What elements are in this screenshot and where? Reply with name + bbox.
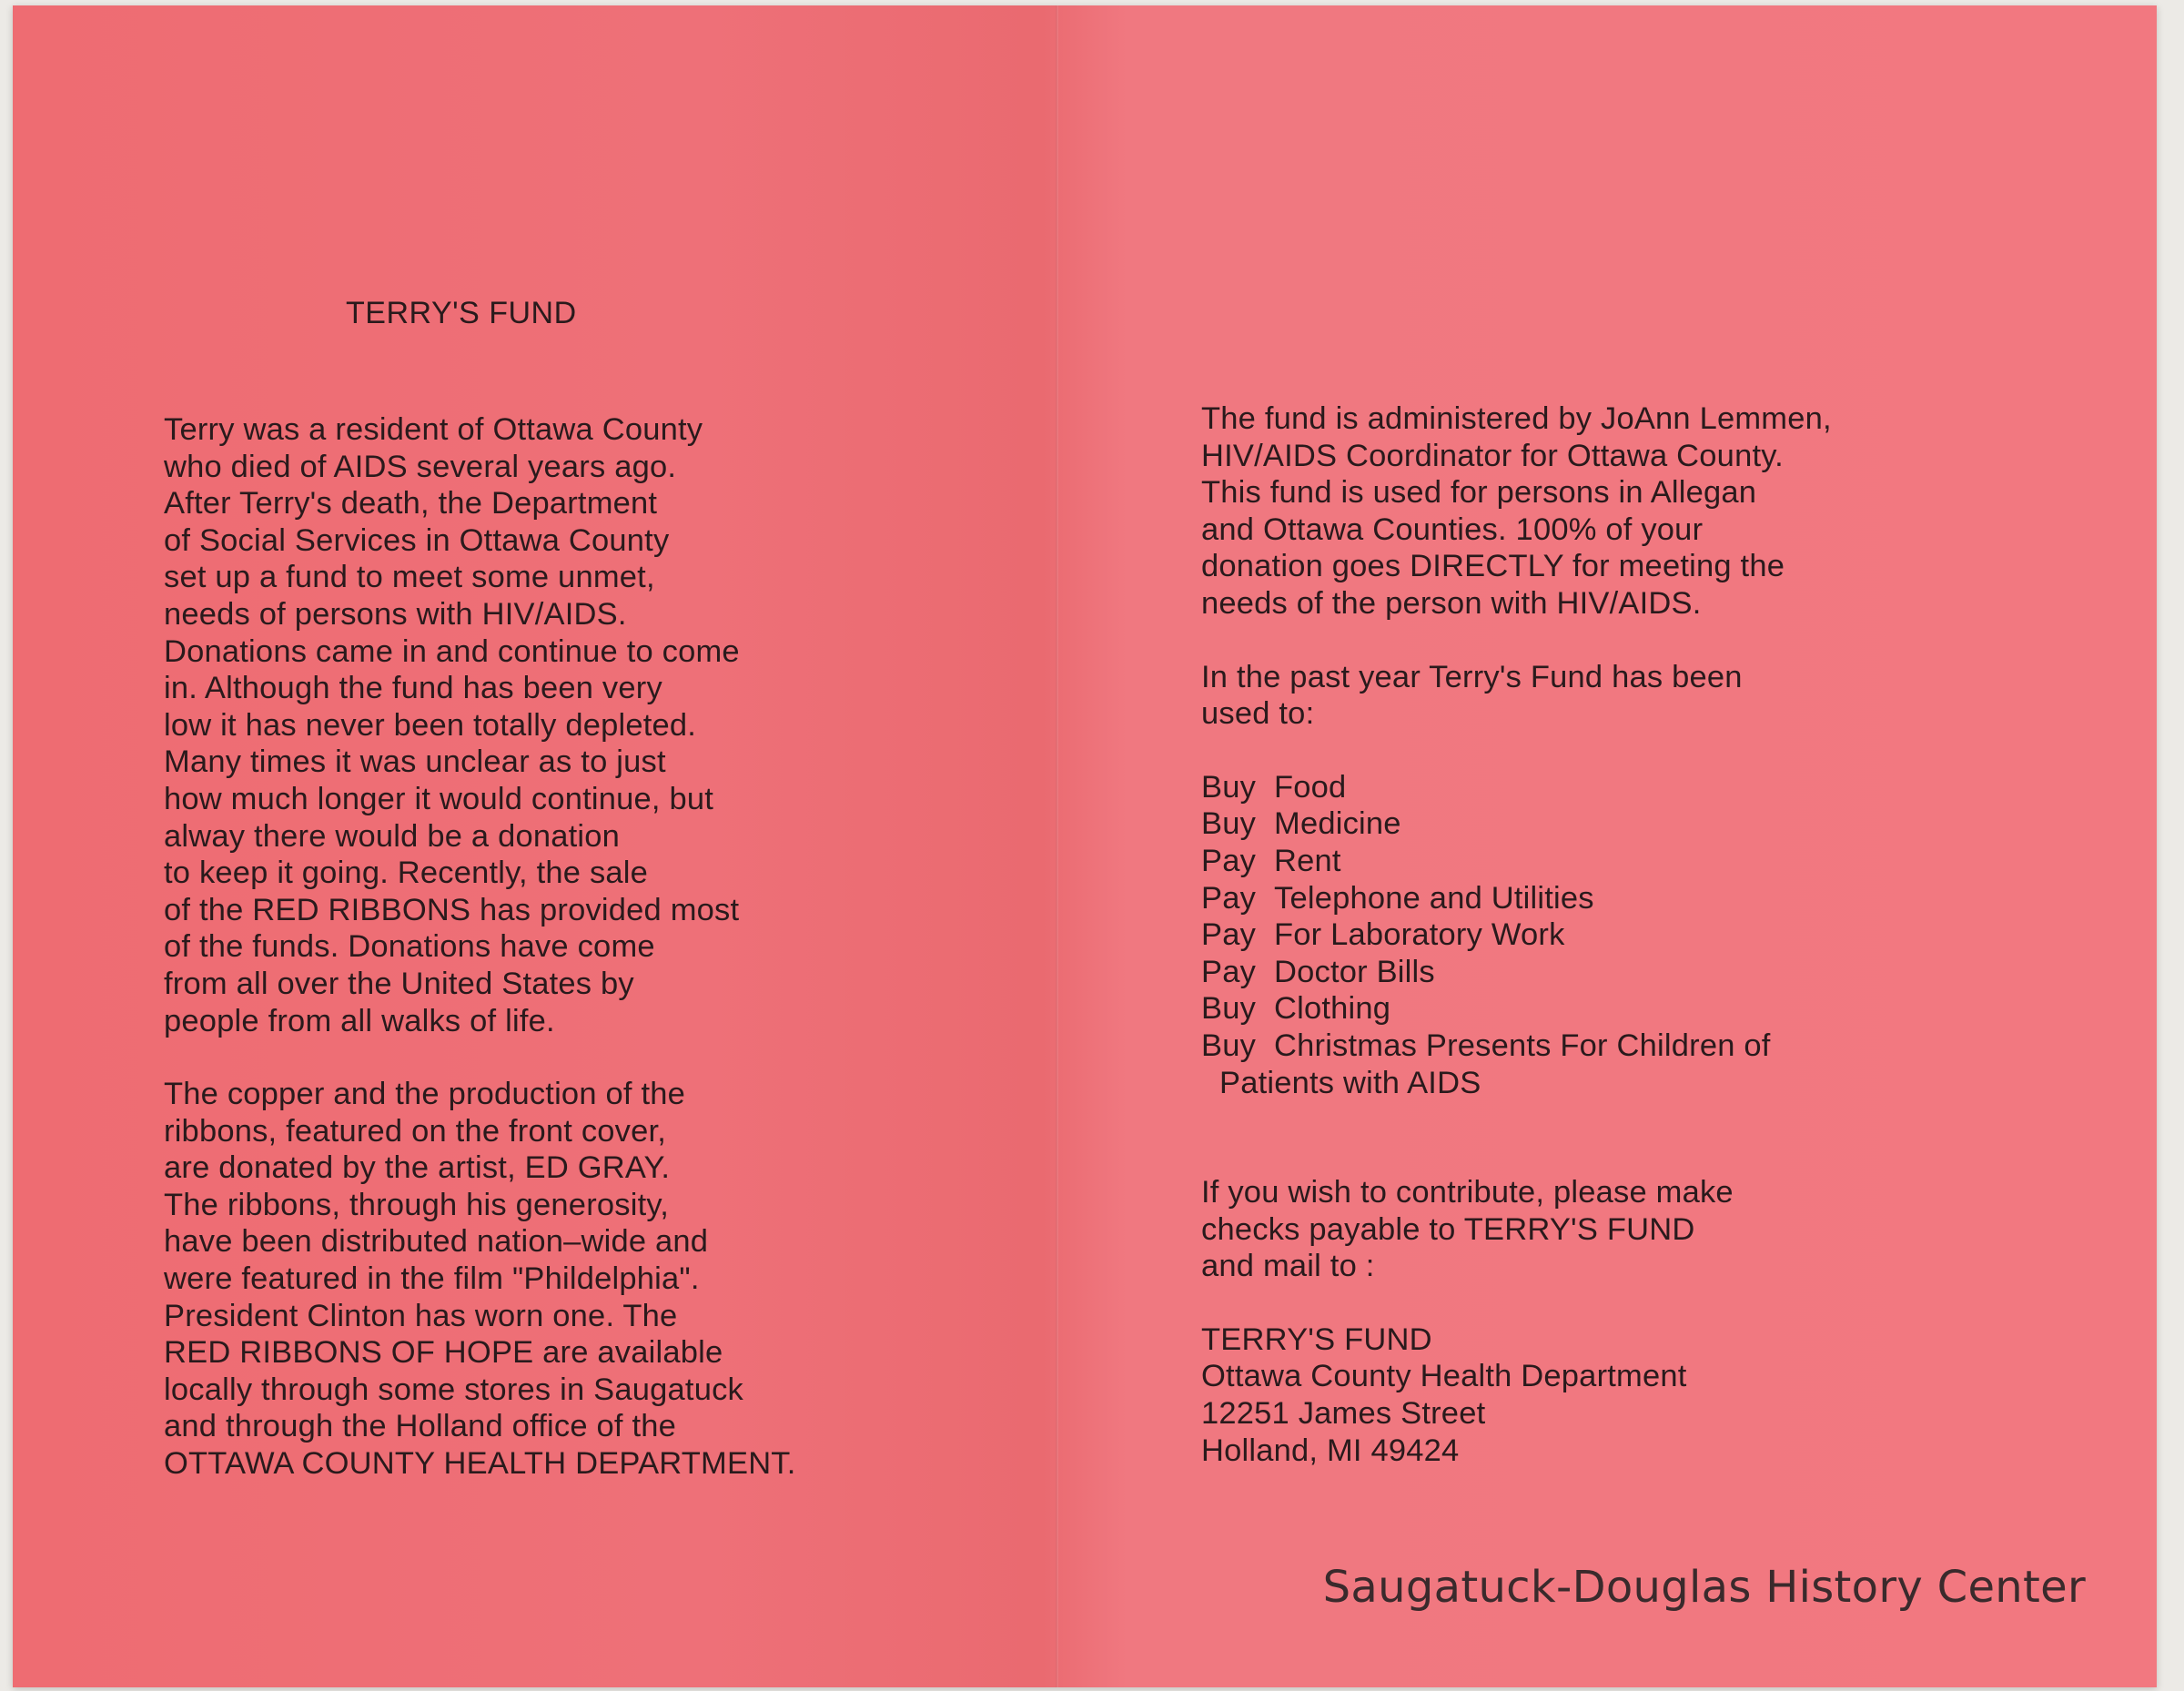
paragraph-history: [164, 411, 892, 1039]
text-line: Many times it was unclear as to just: [164, 744, 666, 780]
list-item: [1201, 769, 2020, 806]
text-line: needs of the person with HIV/AIDS.: [1201, 585, 1702, 621]
contribute-paragraph: [1201, 1174, 2020, 1285]
use-verb: Buy: [1201, 769, 1257, 805]
use-item: Food: [1274, 769, 1347, 805]
text-line: In the past year Terry's Fund has been: [1201, 659, 1743, 694]
text-line: Terry was a resident of Ottawa County: [164, 412, 703, 447]
mailing-address: [1201, 1321, 2020, 1469]
text-line: If you wish to contribute, please make: [1201, 1175, 1734, 1210]
text-line: from all over the United States by: [164, 966, 634, 1001]
use-item: For Laboratory Work: [1274, 917, 1565, 953]
text-line: set up a fund to meet some unmet,: [164, 560, 655, 595]
right-page-text: [1201, 400, 2020, 1469]
watermark: Saugatuck-Douglas History Center: [1322, 1562, 2086, 1613]
address-line: Holland, MI 49424: [1201, 1433, 1460, 1468]
text-line: and through the Holland office of the: [164, 1409, 677, 1444]
text-line: President Clinton has worn one. The: [164, 1298, 678, 1333]
text-line: ribbons, featured on the front cover,: [164, 1113, 667, 1149]
list-item-continuation: Patients with AIDS: [1219, 1065, 1481, 1100]
use-verb: Pay: [1201, 880, 1257, 916]
list-item: [1201, 843, 2020, 880]
text-line: donation goes DIRECTLY for meeting the: [1201, 549, 1785, 584]
address-line: TERRY'S FUND: [1201, 1321, 1432, 1357]
text-line: OTTAWA COUNTY HEALTH DEPARTMENT.: [164, 1446, 796, 1482]
administration-paragraph: [1201, 400, 2020, 623]
text-line: who died of AIDS several years ago.: [164, 449, 677, 484]
address-line: 12251 James Street: [1201, 1396, 1486, 1432]
text-line: and Ottawa Counties. 100% of your: [1201, 511, 1704, 547]
text-line: of the RED RIBBONS has provided most: [164, 892, 740, 927]
use-item: Telephone and Utilities: [1274, 880, 1594, 916]
use-verb: Pay: [1201, 954, 1257, 989]
list-item: [1201, 954, 2020, 991]
text-line: in. Although the fund has been very: [164, 671, 662, 706]
address-line: Ottawa County Health Department: [1201, 1359, 1687, 1394]
text-line: how much longer it would continue, but: [164, 781, 714, 816]
paragraph-ribbons: [164, 1076, 892, 1483]
text-line: needs of persons with HIV/AIDS.: [164, 596, 627, 632]
text-line: to keep it going. Recently, the sale: [164, 856, 649, 891]
use-verb: Buy: [1201, 991, 1257, 1027]
use-item: Rent: [1274, 843, 1341, 878]
text-line: The copper and the production of the: [164, 1077, 686, 1112]
text-line: checks payable to TERRY'S FUND: [1201, 1211, 1695, 1247]
text-line: This fund is used for persons in Allegan: [1201, 475, 1757, 511]
use-item: Clothing: [1274, 991, 1391, 1027]
use-item: Medicine: [1274, 806, 1401, 842]
text-line: people from all walks of life.: [164, 1003, 555, 1038]
text-line: low it has never been totally depleted.: [164, 707, 697, 743]
use-item: Doctor Bills: [1274, 954, 1435, 989]
use-verb: Buy: [1201, 1028, 1257, 1063]
uses-intro: [1201, 659, 2020, 733]
use-verb: Buy: [1201, 806, 1257, 842]
text-line: are donated by the artist, ED GRAY.: [164, 1150, 671, 1186]
list-item: [1201, 880, 2020, 917]
text-line: After Terry's death, the Department: [164, 486, 658, 521]
use-verb: Pay: [1201, 843, 1257, 878]
use-item: Christmas Presents For Children of: [1274, 1028, 1771, 1063]
text-line: Donations came in and continue to come: [164, 633, 740, 669]
page-fold: [1056, 5, 1058, 1687]
list-item: [1201, 805, 2020, 843]
text-line: HIV/AIDS Coordinator for Ottawa County.: [1201, 438, 1784, 473]
list-item: [1201, 916, 2020, 954]
list-item: [1201, 990, 2020, 1028]
text-line: of the funds. Donations have come: [164, 929, 655, 965]
left-page-text: [164, 411, 892, 1483]
text-line: and mail to :: [1201, 1249, 1375, 1284]
list-item: [1201, 1028, 2020, 1065]
uses-list: [1201, 769, 2020, 1101]
text-line: alway there would be a donation: [164, 818, 621, 854]
text-line: RED RIBBONS OF HOPE are available: [164, 1335, 723, 1371]
text-line: The fund is administered by JoAnn Lemmen,: [1201, 401, 1832, 436]
text-line: used to:: [1201, 696, 1315, 732]
use-verb: Pay: [1201, 917, 1257, 953]
text-line: were featured in the film "Phildelphia".: [164, 1261, 700, 1297]
text-line: locally through some stores in Saugatuck: [164, 1372, 744, 1407]
text-line: The ribbons, through his generosity,: [164, 1187, 670, 1222]
text-line: of Social Services in Ottawa County: [164, 522, 670, 558]
text-line: have been distributed nation–wide and: [164, 1224, 709, 1260]
document-title: TERRY'S FUND: [346, 296, 577, 330]
